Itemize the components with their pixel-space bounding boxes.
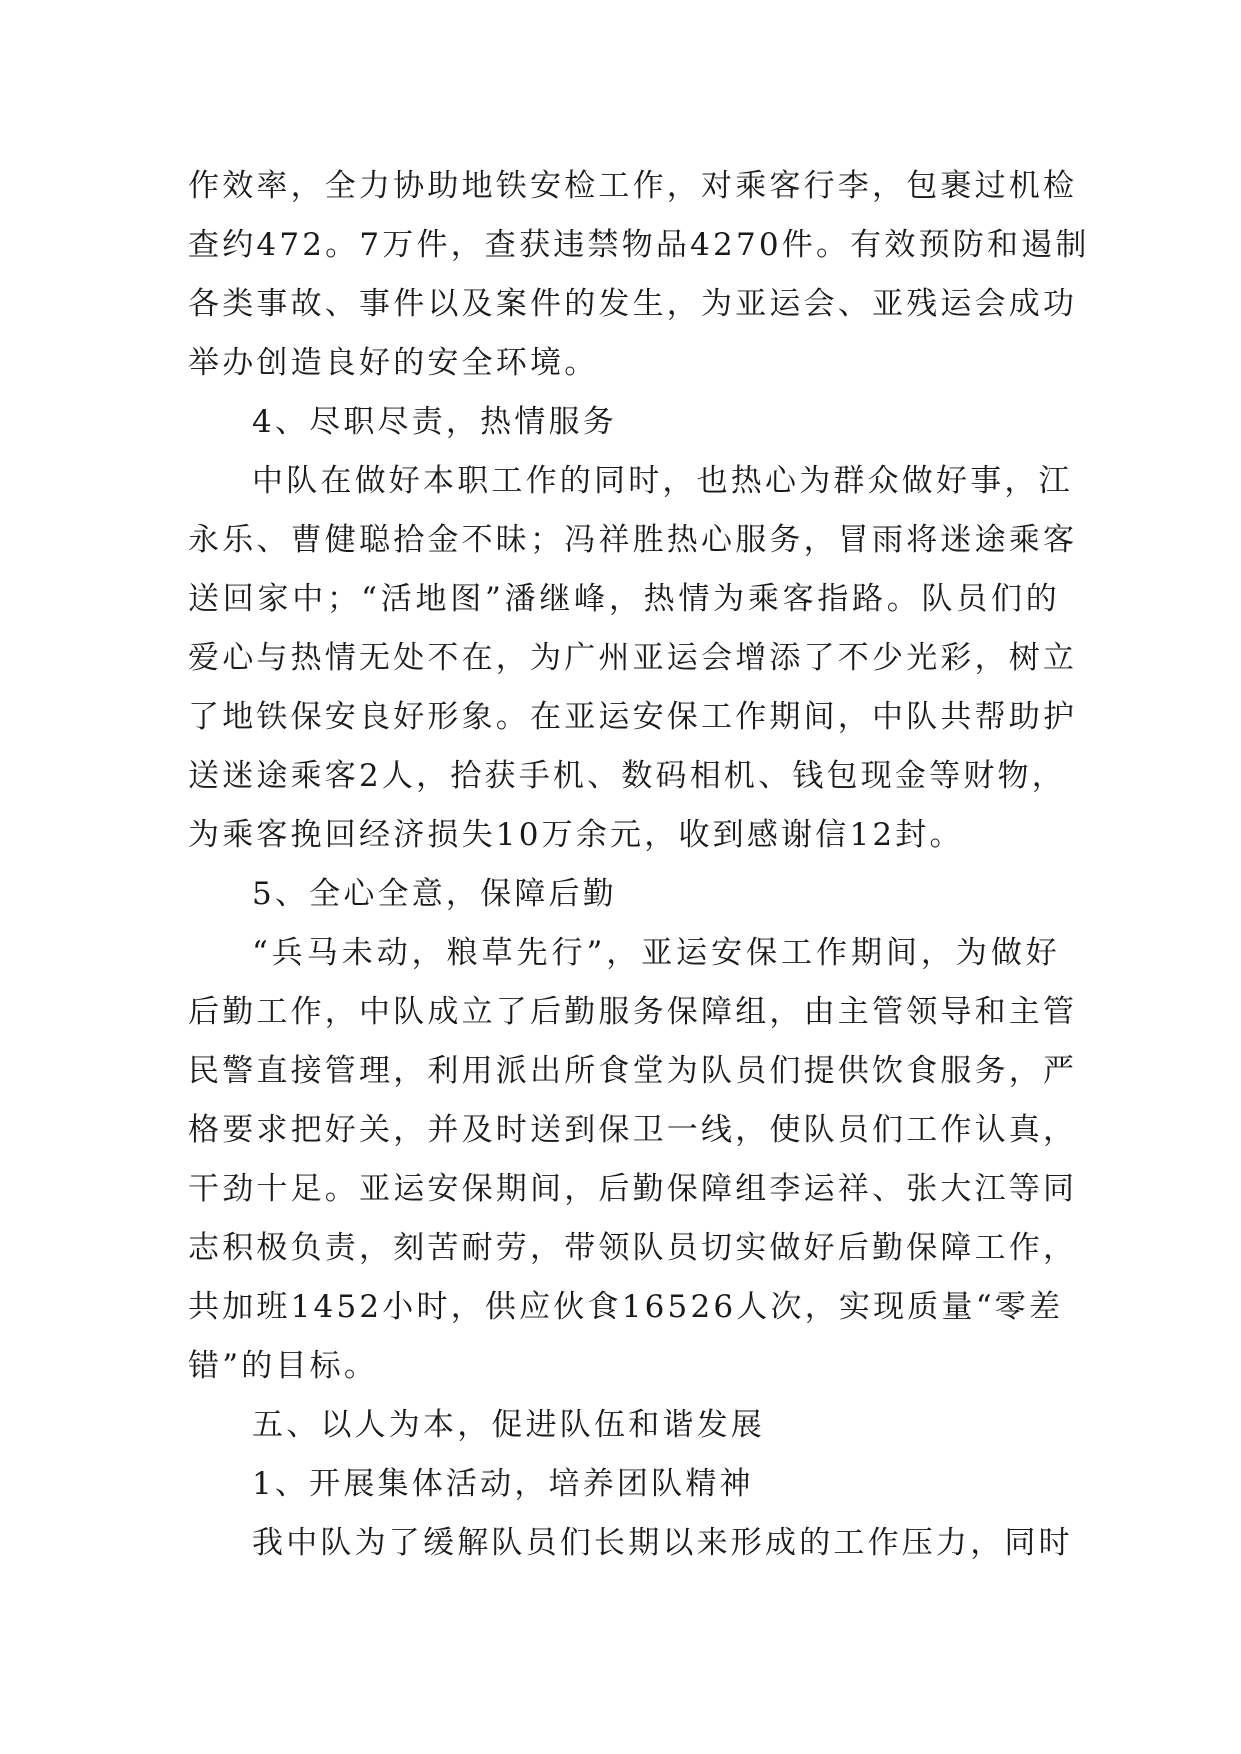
- text-line: 格要求把好关，并及时送到保卫一线，使队员们工作认真，: [188, 1112, 1078, 1148]
- text-line: 4、尽职尽责，热情服务: [252, 404, 617, 440]
- text-line: 中队在做好本职工作的同时，也热心为群众做好事，江: [252, 463, 1073, 499]
- text-line: 送回家中；“活地图”潘继峰，热情为乘客指路。队员们的: [188, 581, 1060, 617]
- text-line: 各类事故、事件以及案件的发生，为亚运会、亚残运会成功: [188, 286, 1078, 322]
- text-line: 后勤工作，中队成立了后勤服务保障组，由主管领导和主管: [188, 994, 1078, 1030]
- text-line: 了地铁保安良好形象。在亚运安保工作期间，中队共帮助护: [188, 699, 1078, 735]
- text-line: 举办创造良好的安全环境。: [188, 345, 599, 381]
- text-line: 永乐、曹健聪拾金不昧；冯祥胜热心服务，冒雨将迷途乘客: [188, 522, 1078, 558]
- text-line: 1、开展集体活动，培养团队精神: [252, 1466, 754, 1502]
- text-line: 共加班1452小时，供应伙食16526人次，实现质量“零差: [188, 1289, 1064, 1325]
- text-line: 为乘客挽回经济损失10万余元，收到感谢信12封。: [188, 817, 964, 853]
- text-line: 志积极负责，刻苦耐劳，带领队员切实做好后勤保障工作，: [188, 1230, 1078, 1266]
- text-line: 我中队为了缓解队员们长期以来形成的工作压力，同时: [252, 1525, 1073, 1561]
- text-line: 5、全心全意，保障后勤: [252, 876, 617, 912]
- text-line: 爱心与热情无处不在，为广州亚运会增添了不少光彩，树立: [188, 640, 1078, 676]
- text-line: “兵马未动，粮草先行”，亚运安保工作期间，为做好: [252, 935, 1060, 971]
- text-line: 干劲十足。亚运安保期间，后勤保障组李运祥、张大江等同: [188, 1171, 1078, 1207]
- text-line: 五、以人为本，促进队伍和谐发展: [252, 1407, 765, 1443]
- document-body: [188, 157, 1090, 1573]
- text-line: 送迷途乘客2人，拾获手机、数码相机、钱包现金等财物，: [188, 758, 1066, 794]
- text-line: 作效率，全力协助地铁安检工作，对乘客行李，包裹过机检: [188, 168, 1078, 204]
- text-line: 民警直接管理，利用派出所食堂为队员们提供饮食服务，严: [188, 1053, 1078, 1089]
- text-line: 错”的目标。: [188, 1348, 379, 1384]
- text-line: 查约472。7万件，查获违禁物品4270件。有效预防和遏制: [188, 227, 1090, 263]
